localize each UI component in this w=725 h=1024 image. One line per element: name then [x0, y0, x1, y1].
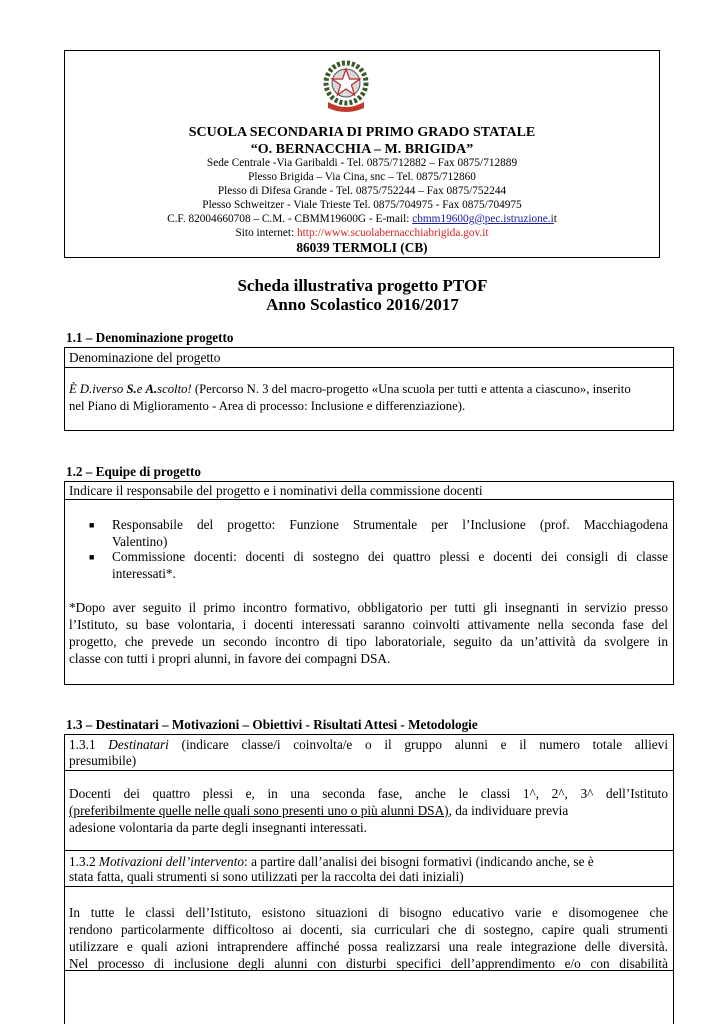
destinatari-label: Destinatari — [108, 737, 169, 752]
section-1-1-heading: 1.1 – Denominazione progetto — [66, 330, 234, 345]
cf-text: C.F. 82004660708 – C.M. - CBMM19600G - E-mail: — [167, 213, 413, 225]
email-link[interactable]: cbmm19600g@pec.istruzione.i — [412, 213, 554, 225]
destinatari-text-line3: adesione volontaria da parte degli insegnanti interessati. — [69, 820, 367, 835]
italian-republic-emblem — [320, 58, 372, 118]
school-name-line1: SCUOLA SECONDARIA DI PRIMO GRADO STATALE — [188, 125, 536, 140]
website-line — [64, 227, 660, 239]
section-1-2-divider — [64, 499, 674, 500]
project-name-iverso: iverso — [92, 382, 127, 396]
website-label: Sito internet: — [235, 227, 298, 239]
project-name-line1 — [69, 381, 669, 398]
website-link[interactable]: http://www.scuolabernacchiabrigida.gov.it — [297, 227, 489, 239]
section-1-3-divider3 — [64, 886, 674, 887]
bullet-square-icon: ■ — [89, 520, 95, 530]
city-line: 86039 TERMOLI (CB) — [296, 240, 428, 255]
note-line1: *Dopo aver seguito il primo incontro formativo, obbligatorio per tutti gli insegnanti in servizio presso — [69, 600, 668, 615]
destinatari-underlined: (preferibilmente quelle nelle quali sono presenti uno o più alunni DSA) — [69, 803, 449, 818]
email-suffix: t — [553, 213, 557, 225]
document-title: Scheda illustrativa progetto PTOF — [237, 276, 488, 295]
cf-email-line — [64, 213, 660, 225]
note-line2: l’Istituto, su base volontaria, i docenti interessati saranno coinvolti attivamente nella seconda fase del — [69, 617, 668, 632]
section-1-2-heading: 1.2 – Equipe di progetto — [66, 464, 201, 479]
bullet1-line2: Valentino) — [112, 534, 168, 549]
plesso-difesa-grande: Plesso di Difesa Grande - Tel. 0875/752244 – Fax 0875/752244 — [217, 185, 507, 197]
section-1-1-divider — [64, 367, 674, 368]
section-1-3-divider2 — [64, 850, 674, 851]
school-name-line2: “O. BERNACCHIA – M. BRIGIDA” — [250, 142, 474, 157]
section-1-1-label: Denominazione del progetto — [69, 350, 221, 365]
project-name-s: S. — [126, 382, 137, 396]
project-name-e: È D. — [69, 382, 93, 396]
destinatari-label-line1: 1.3.1 Destinatari (indicare classe/i coinvolta/e o il gruppo alunni e il numero totale allievi — [69, 737, 669, 752]
project-name-a: A. — [145, 382, 158, 396]
motivazioni-label-line2: stata fatta, quali strumenti si sono utilizzati per la raccolta dei dati iniziali) — [69, 869, 464, 884]
section-1-3-heading: 1.3 – Destinatari – Motivazioni – Obiettivi - Risultati Attesi - Metodologie — [66, 717, 478, 732]
note-line4: classe con tutti i propri alunni, in favore dei compagni DSA. — [69, 651, 391, 666]
destinatari-text-line2: (preferibilmente quelle nelle quali sono presenti uno o più alunni DSA), da individuare previa — [69, 803, 569, 818]
plesso-brigida: Plesso Brigida – Via Cina, snc – Tel. 0875/712860 — [248, 171, 476, 183]
note-line3: progetto, che prevede un secondo incontro di tipo laboratoriale, seguito da un’attività da svolgere in — [69, 634, 668, 649]
destinatari-text-line1: Docenti dei quattro plessi e, in una seconda fase, anche le classi 1^, 2^, 3^ dell’Istituto — [69, 786, 668, 801]
motivazioni-text-line1: In tutte le classi dell’Istituto, esistono situazioni di bisogno educativo varie e disomogenee che — [69, 905, 668, 920]
bullet2-line2: interessati*. — [112, 566, 176, 581]
sede-centrale: Sede Centrale -Via Garibaldi - Tel. 0875/712882 – Fax 0875/712889 — [206, 157, 518, 169]
motivazioni-text-line2: rendono particolarmente difficoltoso ai docenti, sia curriculari che di sostegno, capire quali strumenti — [69, 922, 668, 937]
bullet-square-icon: ■ — [89, 552, 95, 562]
project-name-line2: nel Piano di Miglioramento - Area di processo: Inclusione e differenziazione). — [69, 399, 466, 413]
bullet1-line1: Responsabile del progetto: Funzione Strumentale per l’Inclusione (prof. Macchiagodena — [112, 517, 668, 532]
destinatari-label-line2: presumibile) — [69, 753, 137, 768]
motivazioni-text-line3: utilizzare e quali azioni intraprendere affinché possa realizzarsi una reale integrazione delle diversità. — [69, 939, 668, 954]
project-name-description: (Percorso N. 3 del macro-progetto «Una scuola per tutti e attenta a ciascuno», inserito — [191, 382, 631, 396]
plesso-schweitzer: Plesso Schweitzer - Viale Trieste Tel. 0875/704975 - Fax 0875/704975 — [202, 199, 522, 211]
motivazioni-label: Motivazioni dell’intervento — [98, 854, 245, 869]
motivazioni-label-line1: 1.3.2 Motivazioni dell’intervento: a partire dall’analisi dei bisogni formativi (indicando anche, se è — [69, 854, 594, 869]
project-name-e2: e — [136, 382, 146, 396]
motivazioni-text-line4: Nel processo di inclusione degli alunni con disturbi specifici dell’apprendimento e/o con disabilità — [69, 956, 668, 971]
bullet2-line1: Commissione docenti: docenti di sostegno dei quattro plessi e docenti dei consigli di classe — [112, 549, 668, 564]
section-1-3-divider1 — [64, 770, 674, 771]
school-year: Anno Scolastico 2016/2017 — [266, 295, 459, 314]
project-name-scolto: scolto! — [157, 382, 192, 396]
section-1-2-label: Indicare il responsabile del progetto e i nominativi della commissione docenti — [69, 483, 483, 498]
